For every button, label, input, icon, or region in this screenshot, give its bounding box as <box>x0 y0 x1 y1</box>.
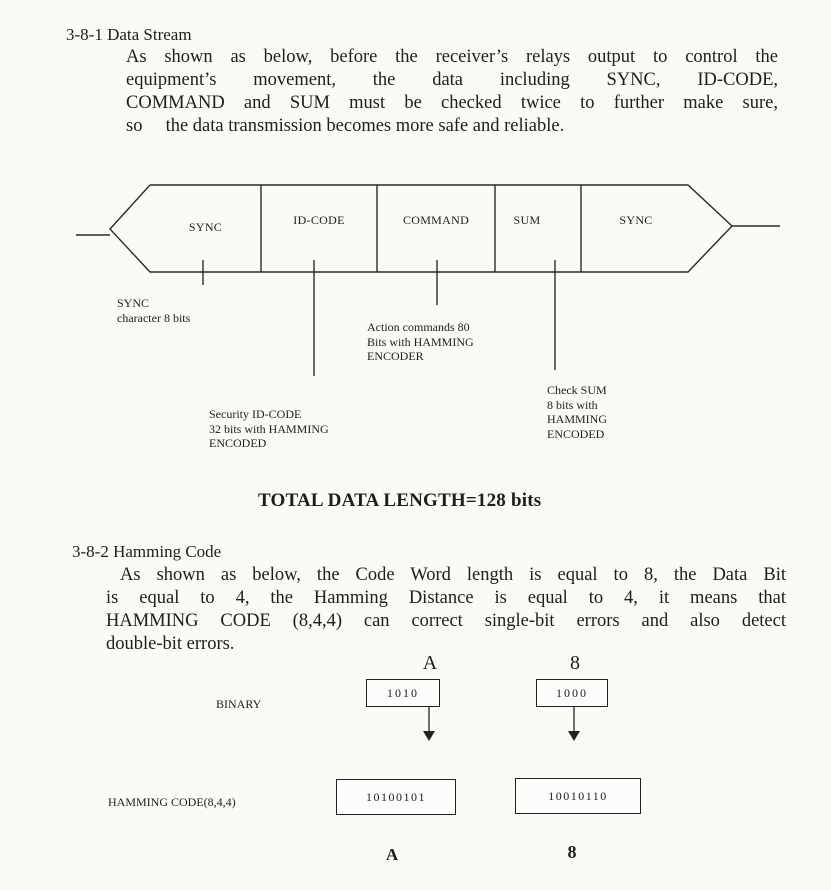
segment-id-code: ID-CODE <box>293 213 345 227</box>
paragraph-line: As shown as below, before the receiver’s relays output to control the <box>126 47 778 67</box>
total-data-length: TOTAL DATA LENGTH=128 bits <box>258 490 542 511</box>
sync-annotation <box>117 296 190 325</box>
hamming-box-8: 10010110 <box>515 778 641 814</box>
checksum-annotation <box>547 383 607 441</box>
annotation-line: ENCODED <box>209 436 267 450</box>
hex-label-8-top: 8 <box>570 652 580 674</box>
arrow-head-a <box>423 731 435 741</box>
segment-sync-end: SYNC <box>619 213 653 227</box>
arrow-head-8 <box>568 731 580 741</box>
hex-label-a-top: A <box>422 652 438 674</box>
annotation-line: character 8 bits <box>117 310 191 325</box>
paragraph-line: so the data transmission becomes more safe and reliable. <box>126 116 565 136</box>
section-heading-data-stream: 3-8-1 Data Stream <box>66 25 192 44</box>
segment-sum: SUM <box>513 213 541 227</box>
annotation-line: Security ID-CODE <box>209 407 302 421</box>
section-heading-hamming-code: 3-8-2 Hamming Code <box>72 542 222 561</box>
hex-label-a-bottom: A <box>385 845 399 864</box>
security-id-code-annotation <box>209 407 329 451</box>
paragraph-line: HAMMING CODE (8,4,4) can correct single-bit errors and also detect <box>106 611 786 631</box>
binary-box-8: 1000 <box>536 679 608 707</box>
annotation-line: 32 bits with HAMMING <box>209 421 329 436</box>
annotation-line: SYNC <box>117 296 150 310</box>
paragraph-line: As shown as below, the Code Word length is equal to 8, the Data Bit <box>120 565 786 585</box>
hex-label-8-bottom: 8 <box>567 842 577 862</box>
segment-sync: SYNC <box>188 220 223 234</box>
binary-row-label: BINARY <box>216 697 262 711</box>
annotation-line: ENCODER <box>367 349 424 363</box>
paragraph-line: equipment’s movement, the data including SYNC, ID-CODE, <box>126 70 778 90</box>
paragraph-line: double-bit errors. <box>106 634 235 654</box>
segment-command: COMMAND <box>402 213 470 227</box>
command-annotation <box>367 320 474 364</box>
hamming-code-row-label: HAMMING CODE(8,4,4) <box>108 795 236 809</box>
paragraph-line: is equal to 4, the Hamming Distance is equal to 4, it means that <box>106 588 786 608</box>
annotation-line: Check SUM <box>547 383 607 397</box>
annotation-line: 8 bits with <box>547 397 598 412</box>
paragraph-line: COMMAND and SUM must be checked twice to further make sure, <box>126 93 778 113</box>
annotation-line: Action commands 80 <box>367 320 470 334</box>
hamming-paragraph <box>106 564 786 656</box>
binary-box-a: 1010 <box>366 679 440 707</box>
annotation-line: HAMMING <box>547 412 607 426</box>
annotation-line: ENCODED <box>547 426 605 441</box>
hamming-box-a: 10100101 <box>336 779 456 815</box>
annotation-line: Bits with HAMMING <box>367 334 474 349</box>
